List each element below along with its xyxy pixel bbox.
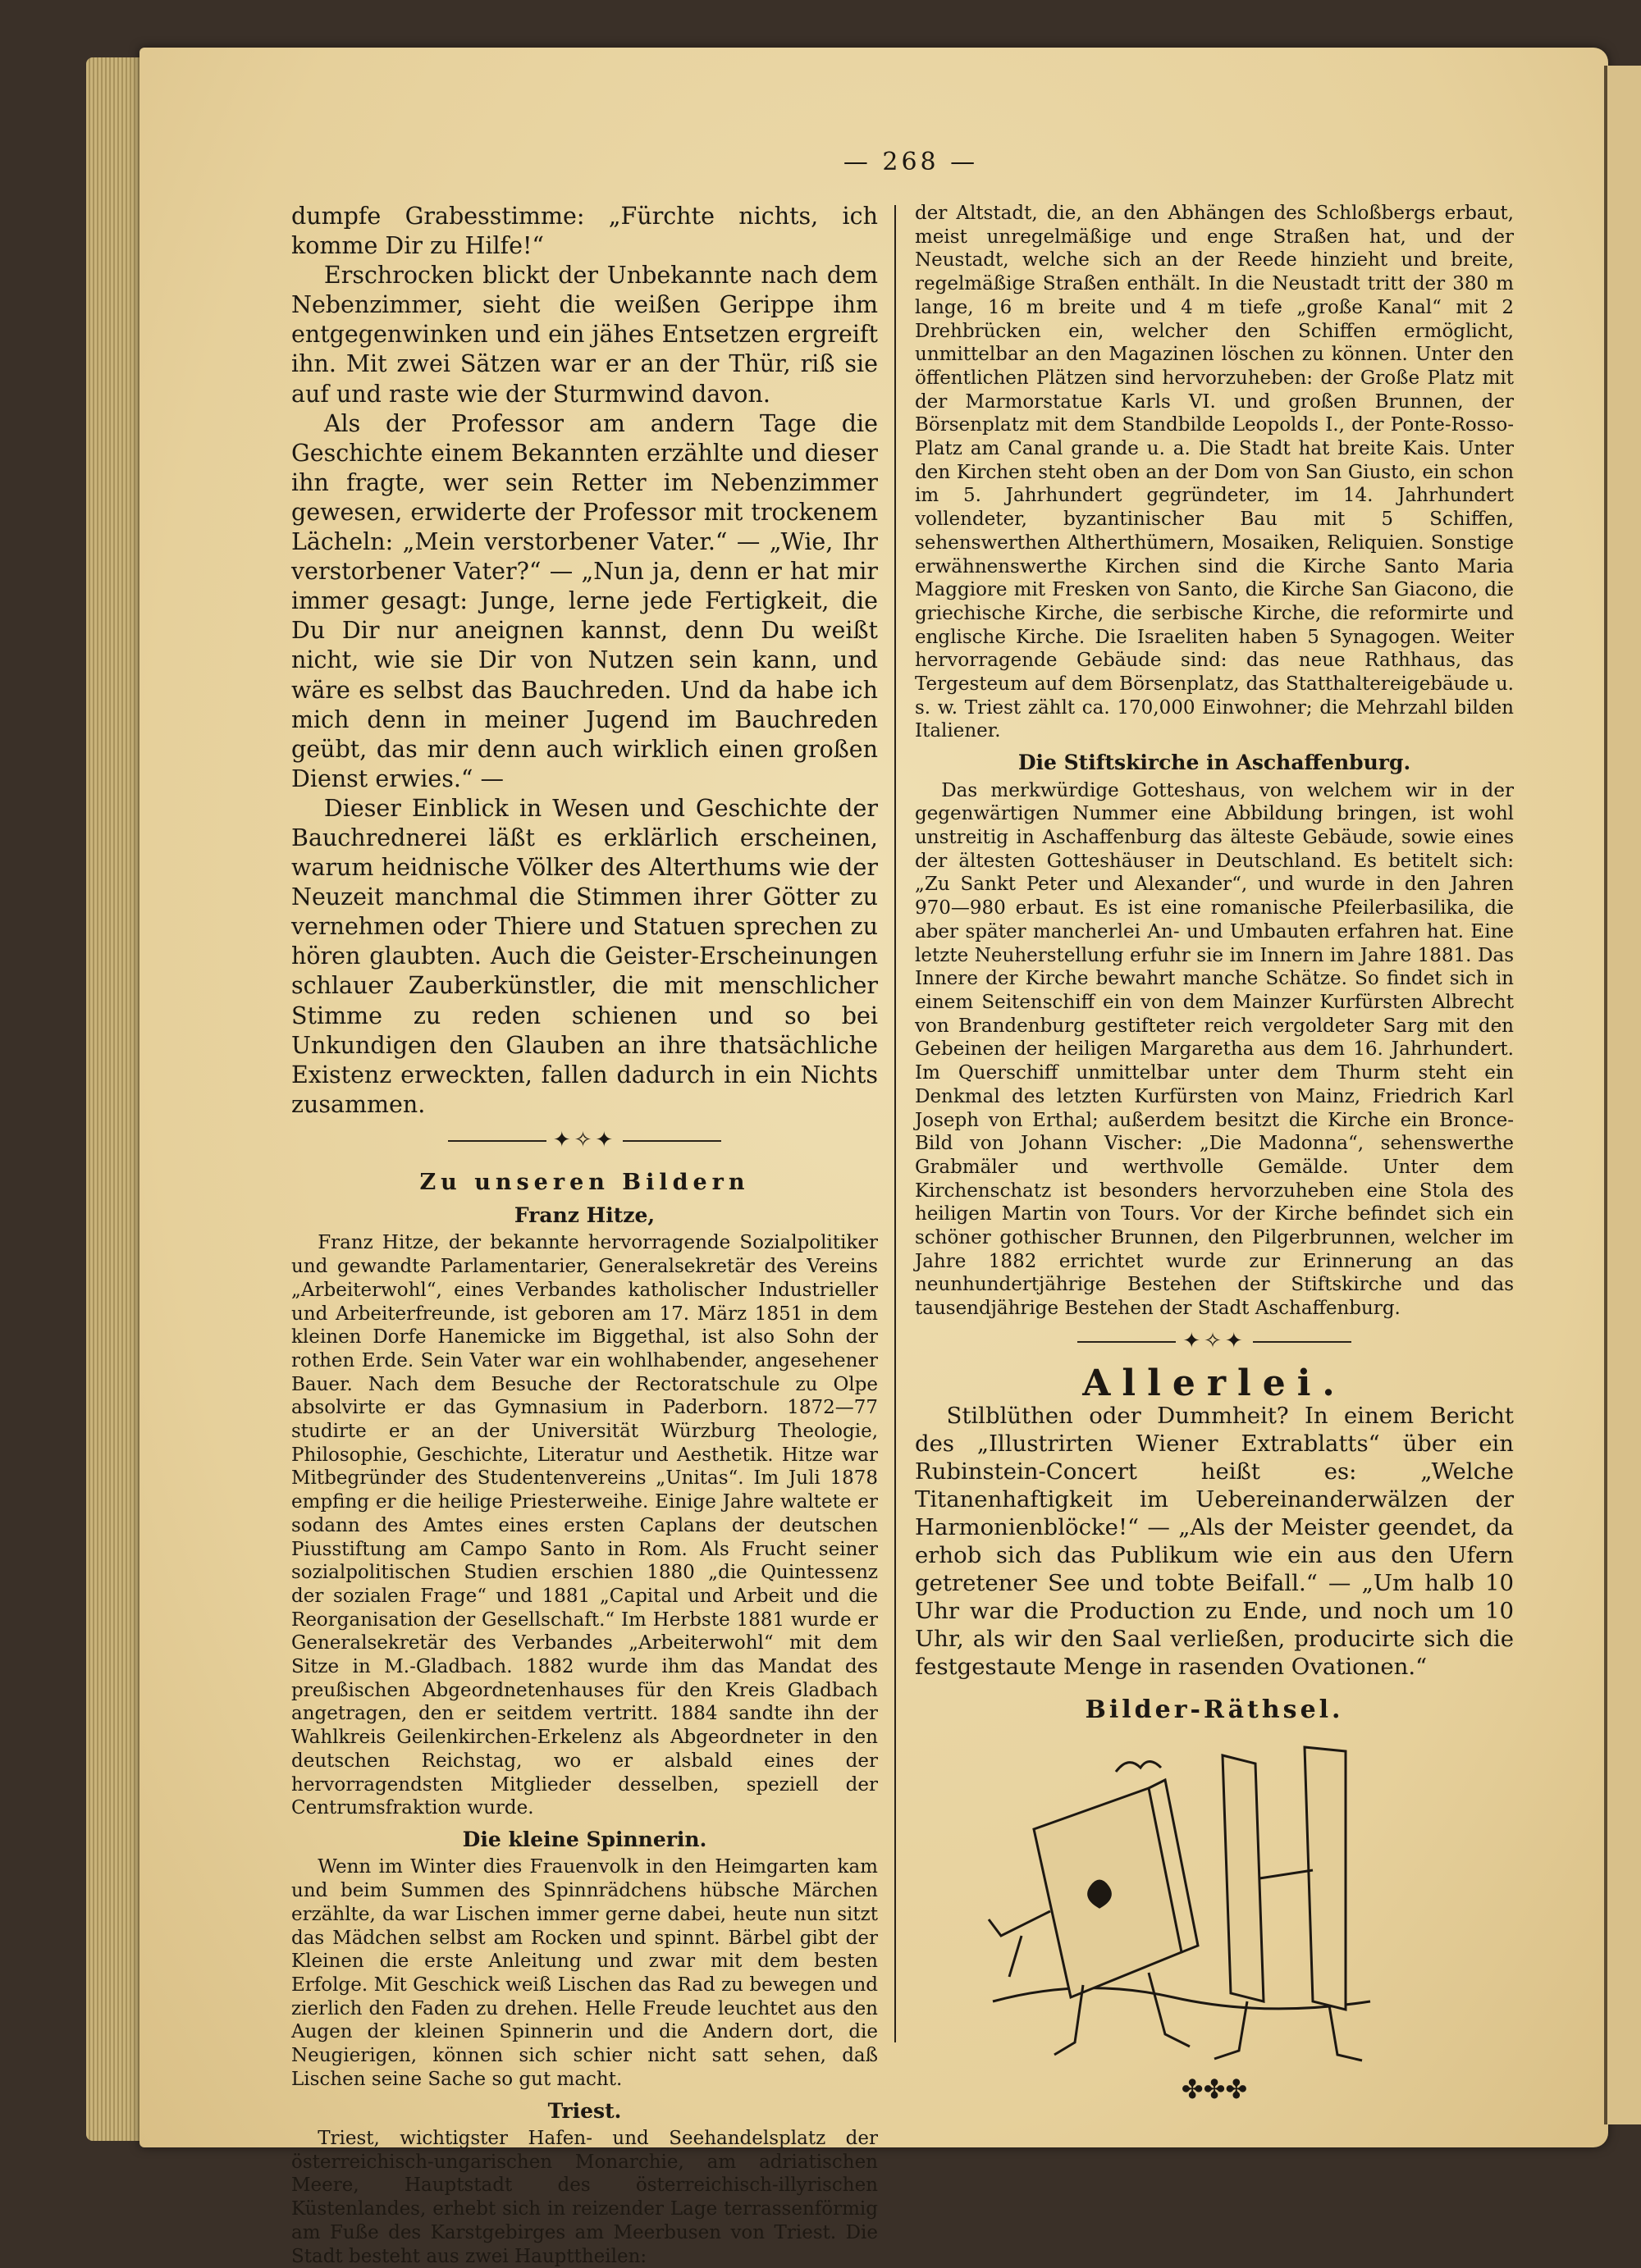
h-leg-right <box>1329 2006 1362 2060</box>
page-number: — 268 — <box>843 148 979 176</box>
paragraph: Als der Professor am andern Tage die Geschichte einem Bekannten erzählte und dieser ihn fragte, wer sein Retter im Nebenzimmer gewesen, erwiderte der Professor mit trockenem Lächeln: „Mein verstorbener Vater.“ — „Wie, Ihr verstorbener Vater?“ — „Nun ja, denn er hat mir immer gesagt: Junge, lerne jede Fertigkeit, die Du Dir nur aneignen kannst, denn Du weißt nicht, wie sie Dir von Nutzen sein kann, und wäre es selbst das Bauchreden. Und da habe ich mich denn in meiner Jugend im Bauchreden geübt, das mir denn auch wirklich einen großen Dienst erwies.“ — <box>291 409 878 792</box>
paragraph: dumpfe Grabesstimme: „Fürchte nichts, ich komme Dir zu Hilfe!“ <box>291 203 878 260</box>
riddle-illustration <box>960 1731 1387 2075</box>
article-text: Triest, wichtigster Hafen- und Seehandelsplatz der österreichisch-ungarischen Monarchie, am adriatischen Meere, Hauptstadt des österreichisch-illyrischen Küstenlandes, erhebt sich in reizender Lage terrassenförmig am Fuße des Karstgebirges am Meerbusen von Triest. Die Stadt besteht aus zwei Haupttheilen: <box>291 2128 878 2267</box>
left-column <box>291 202 878 2268</box>
section-heading: Zu unseren Bildern <box>419 1170 750 1196</box>
article-heading: Die Stiftskirche in Aschaffenburg. <box>1017 751 1411 775</box>
card-leg-right <box>1149 1973 1190 2047</box>
article-text: Das merkwürdige Gotteshaus, von welchem wir in der gegenwärtigen Nummer eine Abbildung bringen, ist wohl unstreitig in Aschaffenburg das älteste Gebäude, sowie eines der ältesten Gotteshäuser in Deutschland. Es betitelt sich: „Zu Sankt Peter und Alexander“, und wurde in den Jahren 970—980 erbaut. Es ist eine romanische Pfeilerbasilika, die aber später mancherlei An- und Umbauten erfahren hat. Eine letzte Neuherstellung erfuhr sie im Innern im Jahre 1881. Das Innere der Kirche bewahrt manche Schätze. So findet sich in einem Seitenschiff ein von dem Mainzer Kurfürsten Albrecht von Brandenburg gestifteter reich vergoldeter Sarg mit den Gebeinen der heiligen Margaretha aus dem 16. Jahrhundert. Im Querschiff unmittelbar unter dem Thurm steht ein Denkmal des letzten Kurfürsten von Mainz, Friedrich Karl Joseph von Erthal; außerdem besitzt die Kirche ein Bronce-Bild von Johann Vischer: „Die Madonna“, sehenswerthe Grabmäler und werthvolle Gemälde. Unter dem Kirchenschatz ist besonders hervorzuheben eine Stola des heiligen Martin von Tours. Vor der Kirche befindet sich ein schöner gothischer Brunnen, den Pilgerbrunnen, welcher im Jahre 1882 errichtet wurde zur Erinnerung an das neunhundertjährige Bestehen der Stiftskirche und das tausendjährige Bestehen der Stadt Aschaffenburg. <box>915 779 1514 1320</box>
article-heading: Franz Hitze, <box>514 1202 656 1227</box>
facing-page-edge <box>1604 66 1641 2124</box>
letter-h-right-stroke <box>1305 1747 1346 2010</box>
h-leg-left <box>1214 2001 1247 2059</box>
section-divider: ✦✧✦ <box>291 1128 878 1154</box>
post <box>1009 1936 1022 1977</box>
article-heading: Triest. <box>547 2098 622 2123</box>
card-leg-left <box>1054 1985 1083 2055</box>
picture-riddle <box>915 1731 1514 2075</box>
letter-h-crossbar <box>1259 1870 1313 1878</box>
paragraph: Dieser Einblick in Wesen und Geschichte der Bauchrednerei läßt es erklärlich erscheinen, warum heidnische Völker des Alterthums wie der Neuzeit manchmal die Stimmen ihrer Götter zu vernehmen oder Thiere und Statuen sprechen zu hören glaubten. Auch die Geister-Erscheinungen schlauer Zauberkünstler, die mit menschlicher Stimme zu reden schienen und so bei Unkundigen den Glauben an ihre thatsächliche Existenz erweckten, fallen dadurch in ein Nichts zusammen. <box>291 794 878 1118</box>
bottom-ornament: ✤✤✤ <box>1181 2074 1248 2106</box>
right-column <box>915 202 1514 2106</box>
paragraph: Erschrocken blickt der Unbekannte nach dem Nebenzimmer, sieht die weißen Gerippe ihm entgegenwinken und ein jähes Entsetzen ergreift ihn. Mit zwei Sätzen war er an der Thür, riß sie auf und raste wie der Sturmwind davon. <box>291 262 878 408</box>
column-rule <box>894 205 896 2042</box>
cloud-squiggle <box>1116 1762 1161 1773</box>
article-text: der Altstadt, die, an den Abhängen des Schloßbergs erbaut, meist unregelmäßige und enge Straßen hat, und der Neustadt, welche sich an der Reede hinzieht und breite, regelmäßige Straßen enthält. In die Neustadt tritt der 380 m lange, 16 m breite und 4 m tiefe „große Kanal“ mit 2 Drehbrücken ein, welcher den Schiffen ermöglicht, unmittelbar an den Magazinen löschen zu können. Unter den öffentlichen Plätzen sind hervorzuheben: der Große Platz mit der Marmorstatue Karls VI. und großen Brunnen, der Börsenplatz mit dem Standbilde Leopolds I., der Ponte-Rosso-Platz am Canal grande u. a. Die Stadt hat breite Kais. Unter den Kirchen steht oben an der Dom von San Giusto, ein schon im 5. Jahrhundert gegründeter, im 14. Jahrhundert vollendeter, byzantinischer Bau mit 5 Schiffen, sehenswerthen Altherthümern, Mosaiken, Reliquien. Sonstige erwähnenswerthe Kirchen sind die Kirche Santo Maria Maggiore mit Fresken von Santo, die Kirche San Giacono, die griechische Kirche, die serbische Kirche, die reformirte und englische Kirche. Die Israeliten haben 5 Synagogen. Weiter hervorragende Gebäude sind: das neue Rathhaus, das Tergesteum auf dem Börsenplatz, das Statthaltereigebäude u. s. w. Triest zählt ca. 170,000 Einwohner; die Mehrzahl bilden Italiener. <box>915 203 1514 742</box>
card-arm <box>989 1911 1050 1936</box>
article-heading: Die kleine Spinnerin. <box>462 1827 707 1851</box>
allerlei-heading: Allerlei. <box>1082 1362 1346 1405</box>
article-text: Franz Hitze, der bekannte hervorragende Sozialpolitiker und gewandte Parlamentarier, Generalsekretär des Vereins „Arbeiterwohl“, eines Verbandes katholischer Industrieller und Arbeiterfreunde, ist geboren am 17. März 1851 in dem kleinen Dorfe Hanemicke im Biggethal, ist also Sohn der rothen Erde. Sein Vater war ein wohlhabender, angesehener Bauer. Nach dem Besuche der Rectoratschule zu Olpe absolvirte er das Gymnasium in Paderborn. 1872—77 studirte er an der Universität Würzburg Theologie, Philosophie, Geschichte, Literatur und Aesthetik. Hitze war Mitbegründer des Studentenvereins „Unitas“. Im Juli 1878 empfing er die heilige Priesterweihe. Einige Jahre waltete er sodann des Amtes eines ersten Caplans der deutschen Piusstiftung am Campo Santo in Rom. Als Frucht seiner sozialpolitischen Studien erschien 1880 „die Quintessenz der sozialen Frage“ und 1881 „Capital und Arbeit und die Reorganisation der Gesellschaft.“ Im Herbste 1881 wurde er Generalsekretär des Verbandes „Arbeiterwohl“ mit dem Sitze in M.-Gladbach. 1882 wurde ihm das Mandat des preußischen Abgeordnetenhauses für den Kreis Gladbach angetragen, den er seitdem vertritt. 1884 sandte ihn der Wahlkreis Geilenkirchen-Erkelenz als Abgeordneter in den deutschen Reichstag, wo er alsbald eines der hervorragendsten Mitglieder desselben, speziell der Centrumsfraktion wurde. <box>291 1232 878 1819</box>
picture-riddle-title: Bilder-Räthsel. <box>1085 1695 1344 1724</box>
article-text: Stilblüthen oder Dummheit? In einem Bericht des „Illustrirten Wiener Extrablatts“ über ein Rubinstein-Concert heißt es: „Welche Titanenhaftigkeit im Uebereinanderwälzen der Harmonienblöcke!“ — „Als der Meister geendet, da erhob sich das Publikum wie ein aus den Ufern getretener See und tobte Beifall.“ — „Um halb 10 Uhr war die Production zu Ende, und noch um 10 Uhr, als wir den Saal verließen, producirte sich die festgestaute Menge in rasenden Ovationen.“ <box>915 1402 1514 1680</box>
article-text: Wenn im Winter dies Frauenvolk in den Heimgarten kam und beim Summen des Spinnrädchens hübsche Märchen erzählte, da war Lischen immer gerne dabei, heute nun sitzt das Mädchen selbst am Rocken und spinnt. Bärbel gibt der Kleinen die erste Anleitung und zwar mit dem besten Erfolge. Mit Geschick weiß Lischen das Rad zu bewegen und zierlich den Faden zu drehen. Helle Freude leuchtet aus den Augen der kleinen Spinnerin und die Andern dort, die Neugierigen, können sich schier nicht satt sehen, daß Lischen seine Sache so gut macht. <box>291 1856 878 2090</box>
section-divider: ✦✧✦ <box>915 1329 1514 1355</box>
heart-icon <box>1089 1881 1111 1907</box>
letter-h-left-stroke <box>1223 1755 1264 2001</box>
